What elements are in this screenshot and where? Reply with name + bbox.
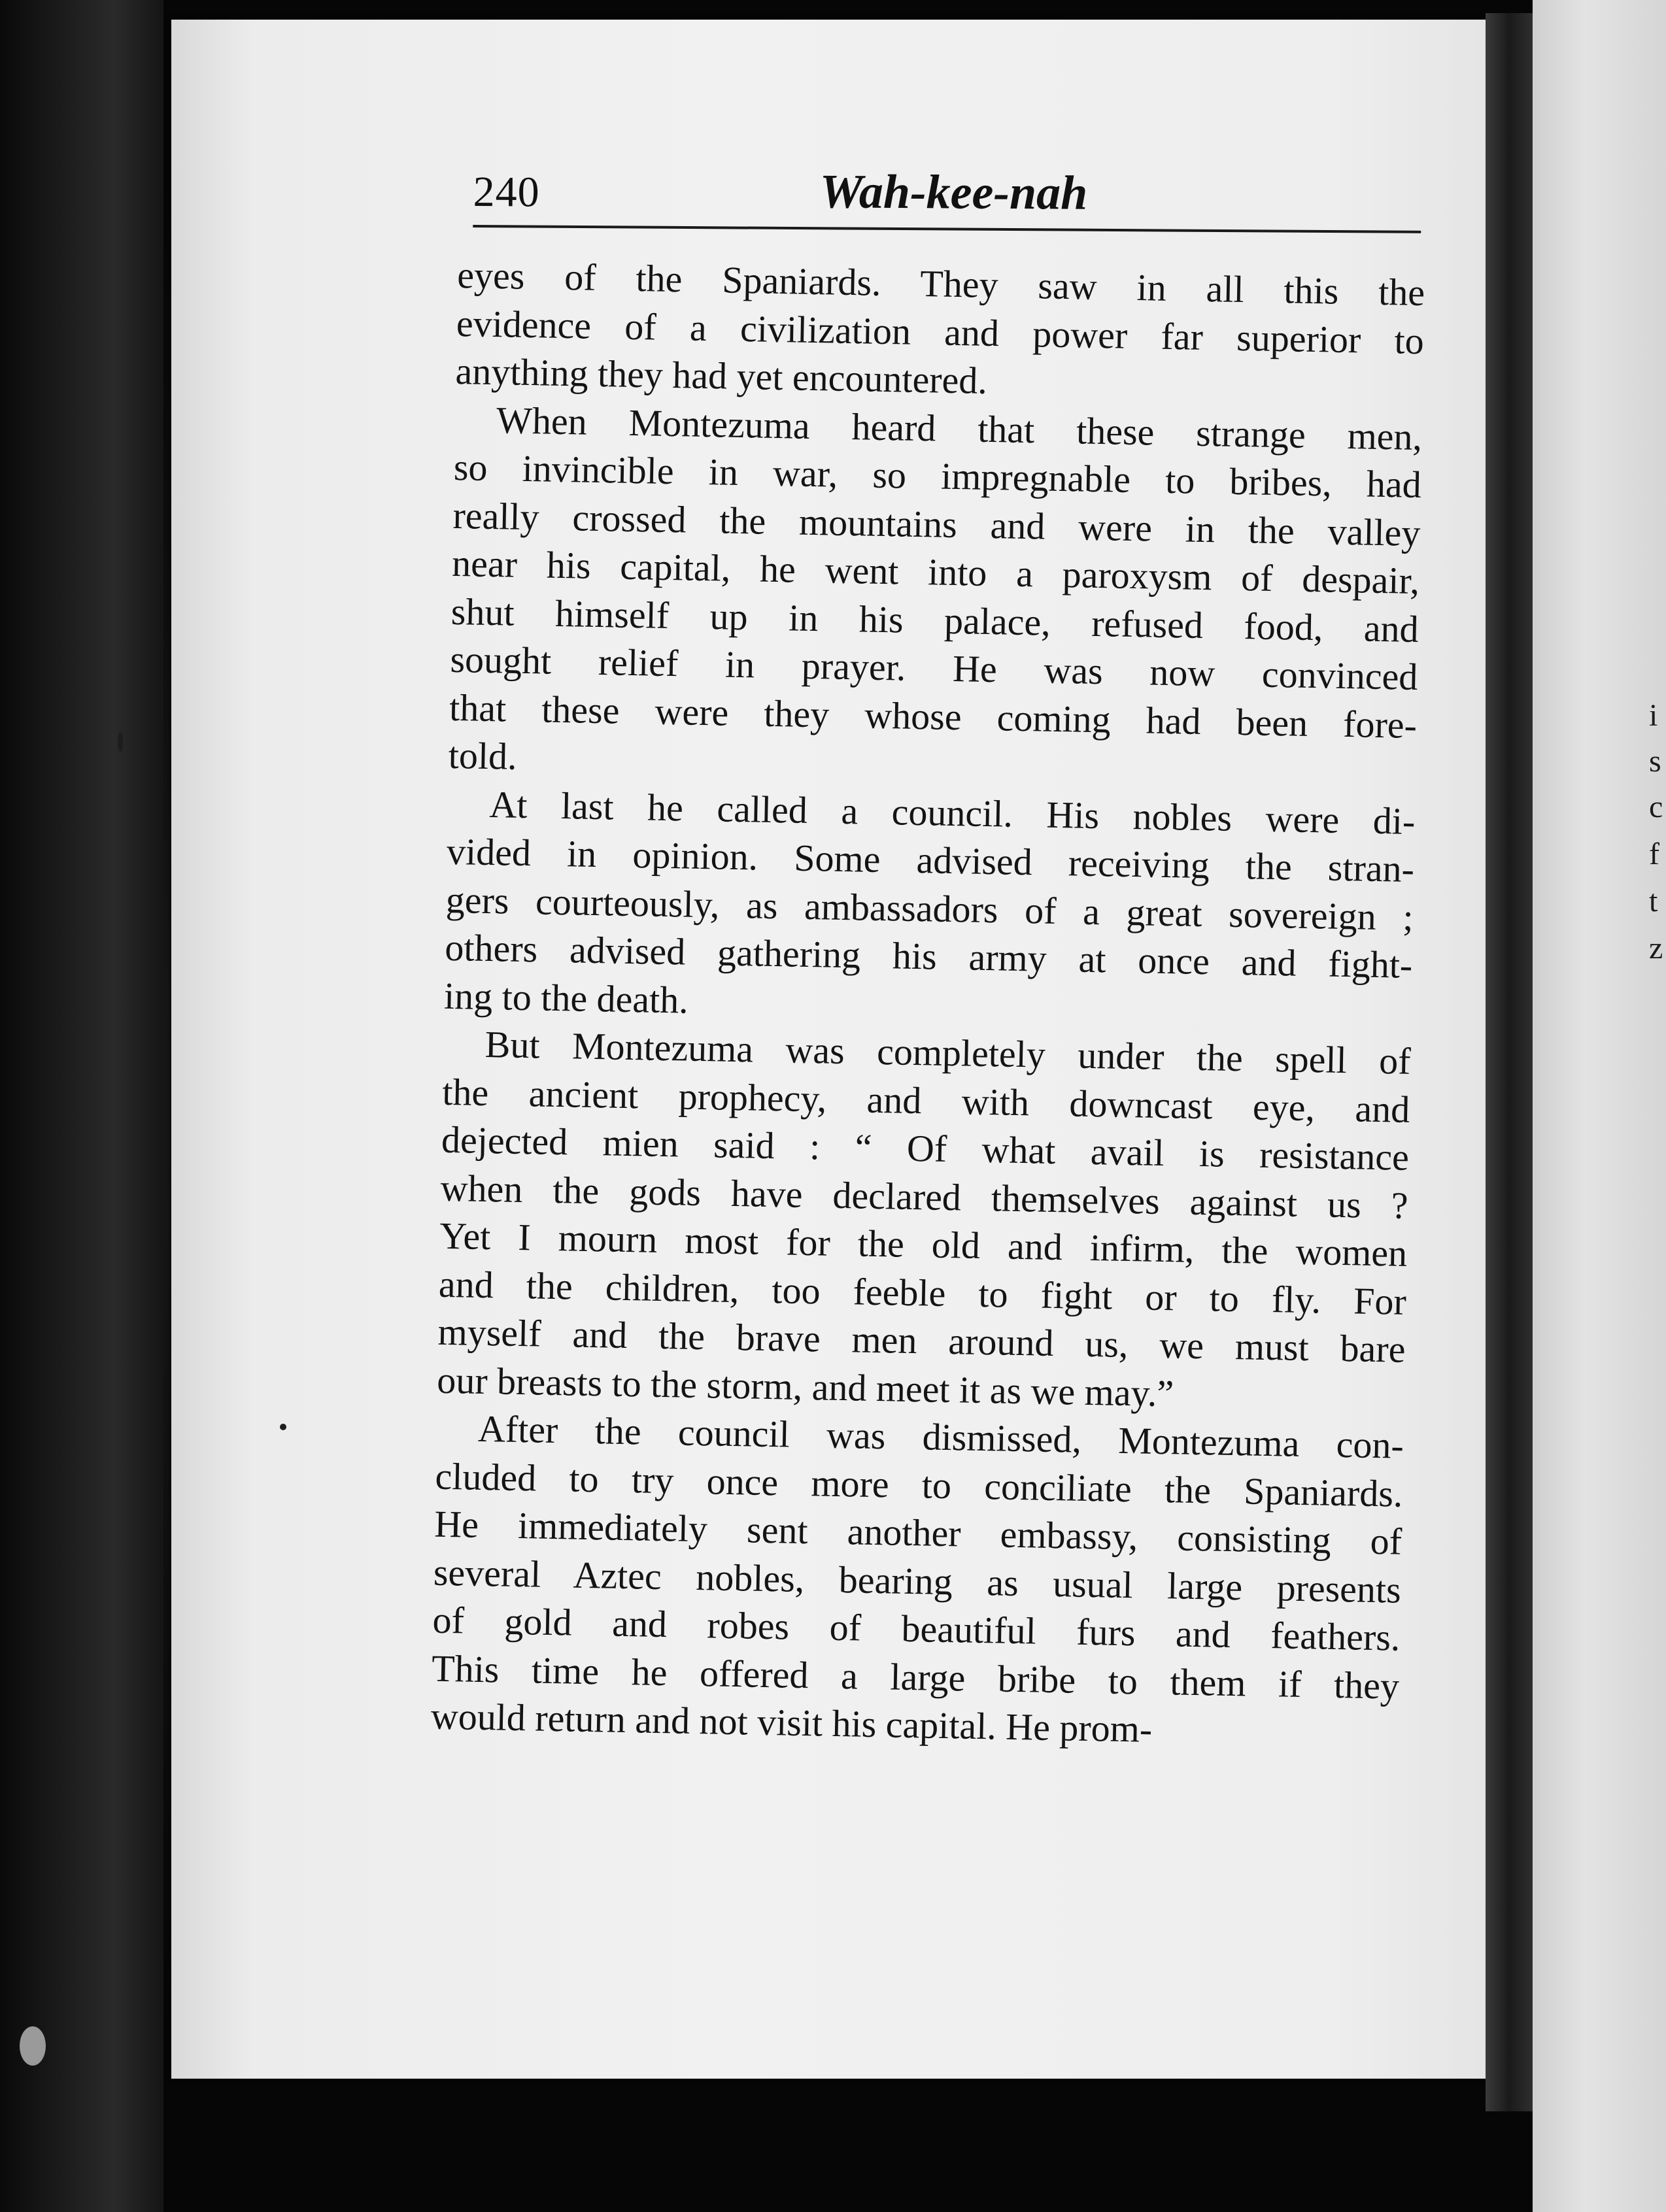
text-line: our breasts to the storm, and meet it as we may.” [436, 1358, 1174, 1415]
facing-page-fragment: s [1649, 744, 1661, 779]
text-line: really crossed the mountains and were in the valley [452, 494, 1421, 554]
text-line: would return and not visit his capital. He prom- [430, 1694, 1153, 1751]
text-line: At last he called a council. His nobles were di- [488, 782, 1416, 843]
scan-smudge [20, 2026, 46, 2066]
facing-page-fragment: i [1649, 698, 1658, 733]
text-line: vided in opinion. Some advised receiving the stran- [446, 830, 1415, 890]
page-number: 240 [473, 167, 540, 216]
text-line: near his capital, he went into a paroxysm of despair, [451, 541, 1420, 603]
text-line: myself and the brave men around us, we must bare [437, 1310, 1406, 1371]
text-line: Yet I mourn most for the old and infirm, the women [439, 1214, 1408, 1275]
paragraph [430, 1404, 1404, 1758]
text-line: of gold and robes of beautiful furs and feathers. [432, 1598, 1401, 1659]
text-line: shut himself up in his palace, refused food, and [450, 590, 1420, 650]
text-line: This time he offered a large bribe to them if they [431, 1647, 1400, 1707]
text-line: the ancient prophecy, and with downcast eye, and [441, 1070, 1410, 1131]
text-line: eyes of the Spaniards. They saw in all this the [456, 253, 1425, 314]
facing-page-fragment: c [1649, 790, 1663, 824]
text-line: and the children, too feeble to fight or to fly. For [438, 1262, 1407, 1323]
body-text [430, 251, 1425, 1758]
text-line: After the council was dismissed, Montezuma con- [477, 1407, 1404, 1467]
text-line: sought relief in prayer. He was now convinced [449, 637, 1418, 699]
book-gutter [1486, 13, 1533, 2111]
text-line: ing to the death. [443, 974, 689, 1022]
text-line: gers courteously, as ambassadors of a great sovereign ; [445, 878, 1414, 939]
facing-page-fragment: t [1649, 884, 1658, 918]
text-line: when the gods have declared themselves against us ? [440, 1166, 1409, 1227]
text-line: cluded to try once more to conciliate the Spaniards. [435, 1454, 1404, 1515]
text-line: He immediately sent another embassy, consisting of [434, 1502, 1402, 1563]
book-cover-edge [0, 0, 163, 2212]
text-line: others advised gathering his army at once and fight- [444, 926, 1413, 986]
text-line: told. [448, 733, 518, 778]
text-line: evidence of a civilization and power far superior to [456, 301, 1425, 362]
text-line: anything they had yet encountered. [455, 349, 988, 402]
text-line: When Montezuma heard that these strange men, [496, 398, 1423, 458]
text-line: But Montezuma was completely under the spell of [484, 1022, 1412, 1082]
paragraph [455, 251, 1425, 413]
paragraph [437, 1020, 1412, 1422]
facing-page-edge [1533, 0, 1666, 2212]
text-line: dejected mien said : “ Of what avail is resistance [441, 1118, 1410, 1179]
page-header [473, 148, 1428, 232]
text-line: so invincible in war, so impregnable to bribes, had [453, 445, 1422, 507]
running-title: Wah-kee-nah [819, 165, 1088, 220]
text-line: that these were they whose coming had been fore- [449, 686, 1418, 746]
facing-page-fragment: z [1649, 931, 1663, 965]
paragraph [443, 779, 1415, 1037]
facing-page-fragment: f [1649, 837, 1659, 871]
scan-speck [118, 732, 123, 752]
scan-speck [280, 1424, 286, 1430]
paragraph [448, 395, 1423, 797]
text-line: several Aztec nobles, bearing as usual large presents [433, 1550, 1402, 1611]
